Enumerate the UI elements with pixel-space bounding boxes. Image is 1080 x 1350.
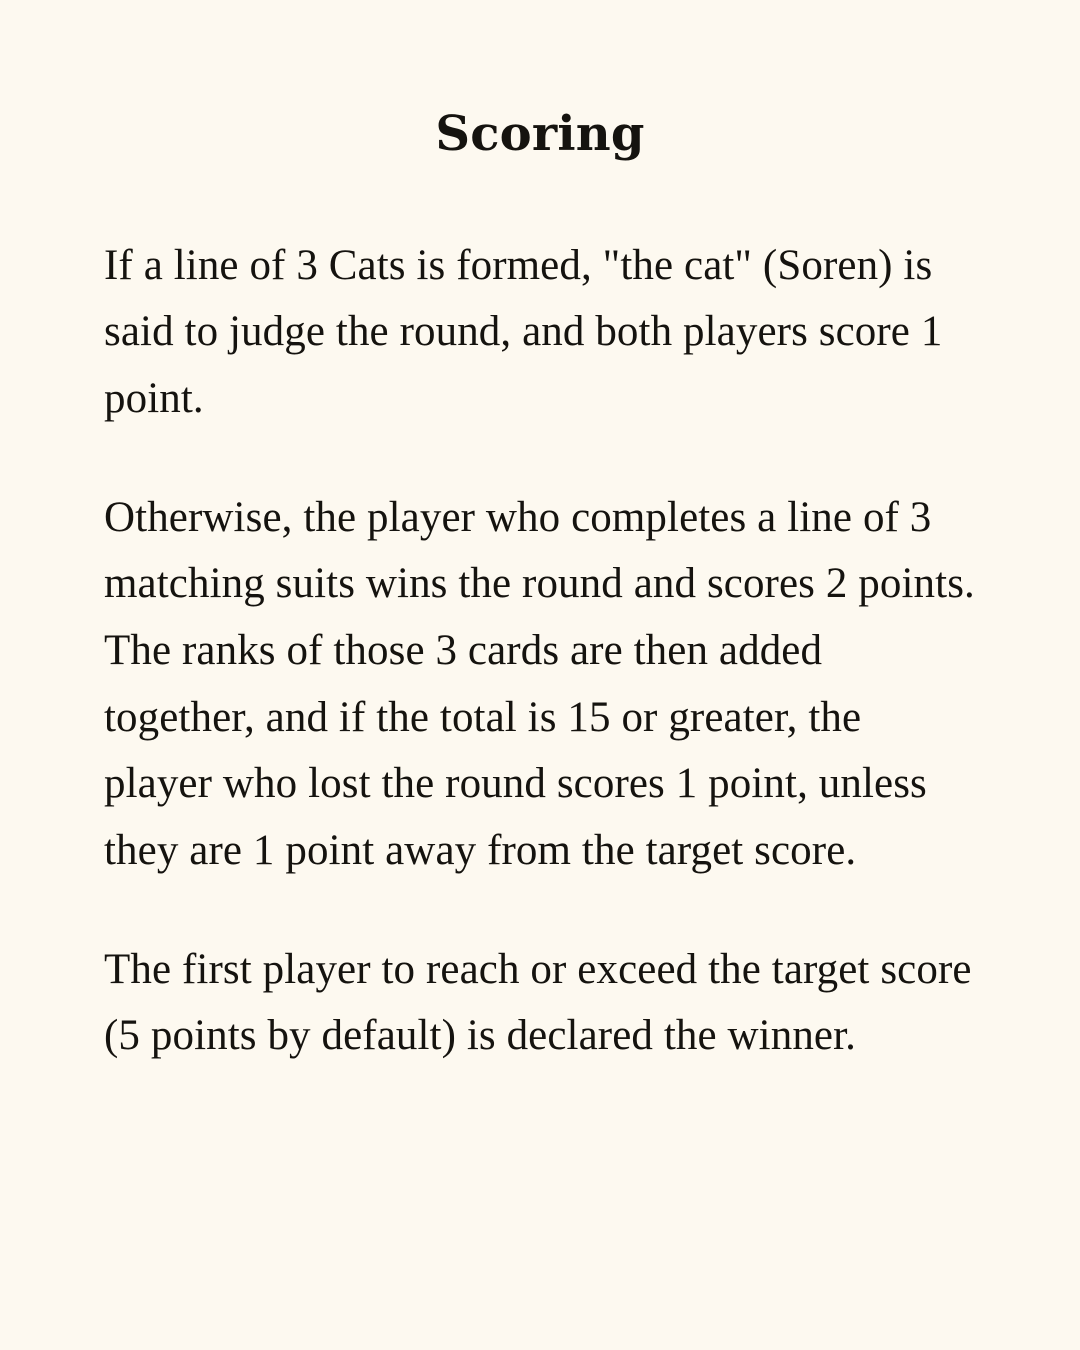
document-body: [104, 233, 976, 1070]
page-title: Scoring: [435, 106, 645, 162]
paragraph-winner: The first player to reach or exceed the target score (5 points by default) is declared the winner.: [104, 945, 972, 1060]
paragraph-matching-suits: Otherwise, the player who completes a line of 3 matching suits wins the round and scores 2 points. The ranks of those 3 cards are then added together, and if the total is 15 or greater, the player who lost the round scores 1 point, unless they are 1 point away from the target score.: [104, 493, 975, 874]
paragraph-cat-line: If a line of 3 Cats is formed, "the cat" (Soren) is said to judge the round, and both players score 1 point.: [104, 241, 943, 423]
